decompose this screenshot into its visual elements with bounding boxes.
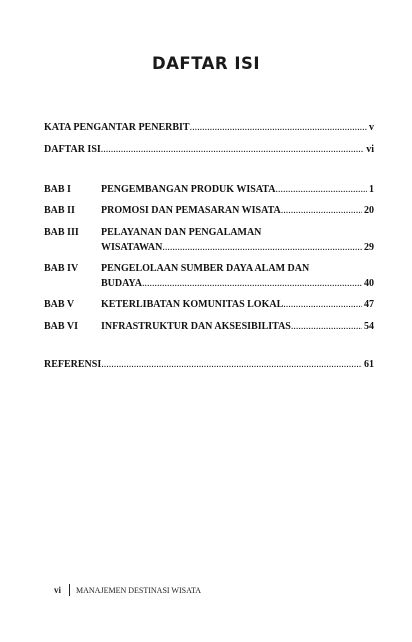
toc-chapter[interactable] — [44, 203, 374, 218]
toc-entry-page: 61 — [364, 359, 374, 370]
chapter-page: 47 — [364, 299, 374, 310]
chapter-number: BAB VI — [44, 321, 78, 332]
footer-divider — [69, 584, 70, 596]
chapter-number: BAB II — [44, 205, 75, 216]
toc-leader — [283, 297, 362, 312]
toc-leader — [142, 276, 362, 291]
toc-entry-label: DAFTAR ISI — [44, 144, 101, 155]
toc-entry[interactable] — [44, 357, 374, 372]
chapter-title: PROMOSI DAN PEMASARAN WISATA — [101, 205, 281, 216]
chapter-title: KETERLIBATAN KOMUNITAS LOKAL — [101, 299, 284, 310]
toc-front — [44, 120, 374, 157]
footer-page-number: vi — [54, 585, 62, 595]
chapter-title: BUDAYA — [101, 278, 142, 289]
toc-chapter[interactable] — [44, 225, 374, 255]
toc-entry[interactable] — [44, 142, 374, 157]
toc-leader — [101, 142, 364, 157]
chapter-page: 29 — [364, 242, 374, 253]
toc-chapter[interactable] — [44, 319, 374, 334]
chapter-page: 20 — [364, 205, 374, 216]
toc-leader — [291, 319, 362, 334]
toc-leader — [281, 203, 362, 218]
chapter-page: 54 — [364, 321, 374, 332]
toc-entry-page: v — [369, 122, 374, 133]
footer-book-title: MANAJEMEN DESTINASI WISATA — [76, 585, 202, 595]
chapter-number: BAB III — [44, 227, 79, 238]
chapter-title-line1: PELAYANAN DAN PENGALAMAN — [101, 227, 262, 238]
chapter-number: BAB IV — [44, 263, 79, 274]
toc-leader — [162, 240, 362, 255]
chapter-title: PENGEMBANGAN PRODUK WISATA — [101, 184, 276, 195]
toc-leader — [275, 182, 367, 197]
chapter-page: 1 — [369, 184, 374, 195]
toc-back — [44, 357, 374, 372]
toc-chapter[interactable] — [44, 182, 374, 197]
chapter-title-line1: PENGELOLAAN SUMBER DAYA ALAM DAN — [101, 263, 310, 274]
toc-chapters — [44, 182, 374, 334]
chapter-number: BAB V — [44, 299, 75, 310]
page-footer — [54, 584, 201, 596]
toc-entry[interactable] — [44, 120, 374, 135]
toc-entry-page: vi — [366, 144, 374, 155]
toc-leader — [101, 357, 362, 372]
toc-entry-label: REFERENSI — [44, 359, 102, 370]
toc-leader — [190, 120, 367, 135]
chapter-page: 40 — [364, 278, 374, 289]
page-title: DAFTAR ISI — [151, 54, 261, 73]
toc-entry-label: KATA PENGANTAR PENERBIT — [44, 122, 190, 133]
chapter-title: INFRASTRUKTUR DAN AKSESIBILITAS — [101, 321, 291, 332]
chapter-title: WISATAWAN — [101, 242, 163, 253]
toc-chapter[interactable] — [44, 261, 374, 291]
chapter-number: BAB I — [44, 184, 71, 195]
toc-chapter[interactable] — [44, 297, 374, 312]
